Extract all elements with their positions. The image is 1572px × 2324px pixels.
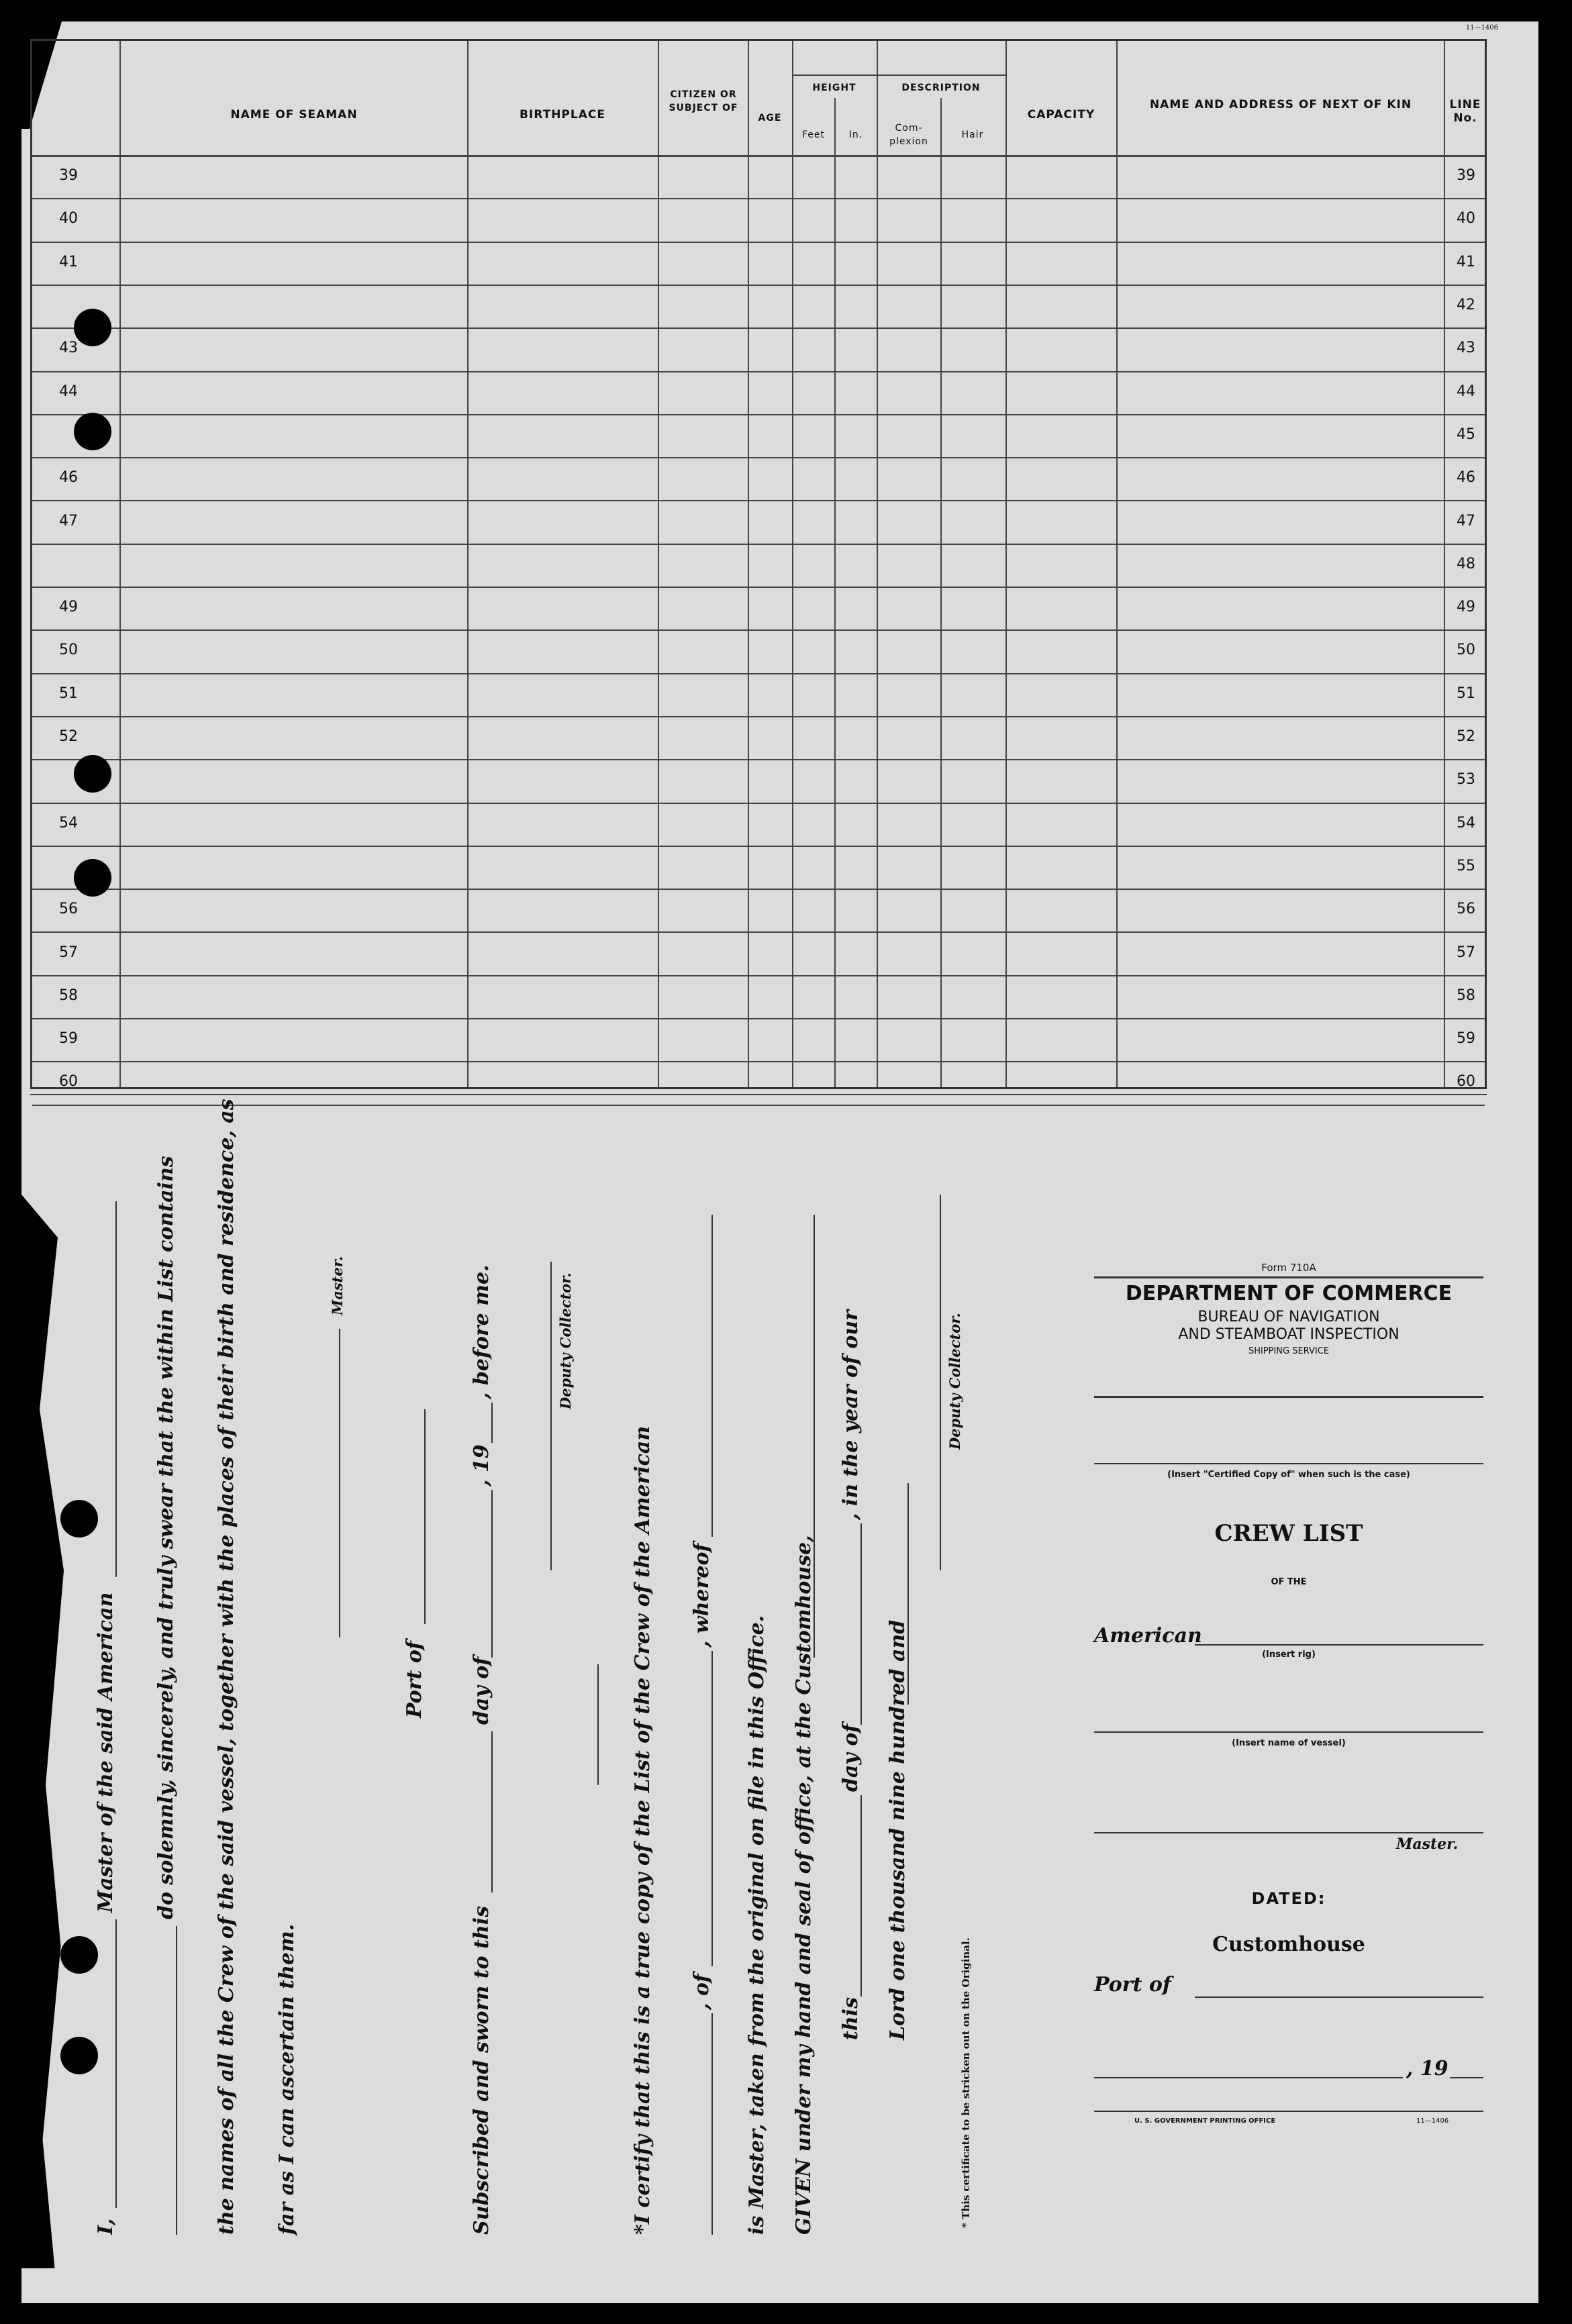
table-row: [32, 931, 1485, 933]
row-number-right: 49: [1457, 599, 1475, 616]
table-row: [32, 544, 1485, 545]
table-row: [32, 716, 1485, 717]
row-number-left: 41: [59, 253, 78, 270]
of-label: , of: [690, 1974, 714, 2010]
table-row: [32, 327, 1485, 329]
header-description: DESCRIPTION: [901, 83, 981, 93]
row-number-right: 44: [1457, 383, 1475, 400]
bureau-title: BUREAU OF NAVIGATION AND STEAMBOAT INSPECTION: [1178, 1309, 1399, 1343]
row-number-right: 43: [1457, 340, 1475, 357]
this-label: this: [839, 1997, 863, 2040]
cover-master-label: Master.: [1396, 1835, 1459, 1853]
crew-list-cover: [1087, 1262, 1490, 2241]
row-number-left: 50: [59, 642, 78, 659]
header-inches: In.: [848, 130, 863, 140]
oath-line-1: I,: [94, 2218, 117, 2235]
customhouse-label: Customhouse: [1212, 1933, 1365, 1956]
table-row: [32, 889, 1485, 890]
row-number-left: 40: [59, 210, 78, 228]
header-hair: Hair: [961, 130, 984, 140]
header-citizen: CITIZEN OR SUBJECT OF: [669, 89, 738, 113]
day-of-label: day of: [470, 1656, 493, 1725]
row-number-left: 59: [59, 1030, 78, 1048]
table-row: [32, 629, 1485, 631]
port-of-label: Port of: [403, 1641, 426, 1718]
row-number-right: 59: [1457, 1030, 1475, 1048]
of-the-label: OF THE: [1271, 1577, 1307, 1587]
header-line-no: LINE No.: [1449, 98, 1481, 125]
punch-hole: [74, 755, 111, 793]
form-number: Form 710A: [1261, 1262, 1316, 1274]
row-number-left: 47: [59, 512, 78, 529]
punch-hole: [74, 413, 111, 450]
row-number-right: 41: [1457, 253, 1475, 270]
row-number-left: 52: [59, 728, 78, 746]
certificate-footnote: * This certificate to be stricken out on the Original.: [960, 1937, 972, 2228]
certify-line: *I certify that this is a true copy of the List of the Crew of the American: [631, 1425, 654, 2235]
table-row: [32, 1061, 1485, 1062]
table-row: [32, 803, 1485, 804]
row-number-left: 56: [59, 901, 78, 918]
given-line: GIVEN under my hand and seal of office, at the Customhouse,: [792, 1535, 816, 2235]
row-number-right: 52: [1457, 728, 1475, 746]
row-number-right: 42: [1457, 297, 1475, 314]
row-number-right: 46: [1457, 469, 1475, 487]
row-number-left: 44: [59, 383, 78, 400]
table-row: [32, 198, 1485, 199]
gpo-imprint: U. S. GOVERNMENT PRINTING OFFICE: [1134, 2117, 1276, 2125]
punch-hole: [60, 1936, 98, 1974]
row-number-left: 39: [59, 167, 78, 185]
row-number-right: 47: [1457, 512, 1475, 529]
table-row: [32, 285, 1485, 286]
header-next-of-kin: NAME AND ADDRESS OF NEXT OF KIN: [1149, 98, 1412, 111]
dated-label: DATED:: [1251, 1889, 1326, 1908]
header-height: HEIGHT: [812, 83, 856, 93]
crew-table: [30, 39, 1487, 1089]
row-number-right: 45: [1457, 425, 1475, 443]
oath-line-3: the names of all the Crew of the said vessel, together with the places of their birth and residence, as: [215, 1099, 238, 2235]
header-complexion: Com-plexion: [889, 123, 928, 147]
row-number-left: 51: [59, 685, 78, 702]
subscribed-sworn: Subscribed and sworn to this: [470, 1905, 493, 2235]
row-number-right: 58: [1457, 987, 1475, 1004]
table-row: [32, 1105, 1485, 1106]
table-row: [32, 414, 1485, 415]
punch-hole: [74, 309, 111, 346]
punch-hole: [60, 1500, 98, 1537]
form-code: 11—1406: [1465, 24, 1498, 32]
table-row: [32, 846, 1485, 847]
oath-line-4: far as I can ascertain them.: [275, 1923, 299, 2235]
table-row: [32, 242, 1485, 243]
department-title: DEPARTMENT OF COMMERCE: [1125, 1282, 1453, 1305]
row-number-left: 60: [59, 1073, 78, 1091]
row-number-right: 40: [1457, 210, 1475, 228]
punch-hole: [60, 2037, 98, 2074]
row-number-right: 39: [1457, 167, 1475, 185]
cover-form-code: 11—1406: [1416, 2117, 1449, 2125]
table-row: [32, 500, 1485, 501]
american-label: American: [1094, 1624, 1202, 1648]
table-row: [32, 759, 1485, 760]
lord-line: Lord one thousand nine hundred and: [886, 1619, 910, 2040]
oath-line-2: do solemnly, sincerely, and truly swear that the within List contains: [154, 1156, 178, 1919]
table-row: [32, 371, 1485, 372]
row-number-right: 60: [1457, 1073, 1475, 1091]
row-number-right: 50: [1457, 642, 1475, 659]
cover-port-of: Port of: [1094, 1973, 1171, 1997]
oath-certificate: [74, 1099, 993, 2241]
deputy-collector-1: Deputy Collector.: [557, 1272, 574, 1409]
shipping-service: SHIPPING SERVICE: [1248, 1346, 1330, 1356]
is-master-line: is Master, taken from the original on file in this Office.: [745, 1615, 769, 2235]
header-age: AGE: [758, 113, 782, 123]
year-19-label: , 19: [470, 1444, 493, 1486]
row-number-left: 54: [59, 814, 78, 831]
header-birthplace: BIRTHPLACE: [520, 108, 605, 121]
table-row: [32, 1018, 1485, 1019]
row-number-right: 54: [1457, 814, 1475, 831]
table-row: [32, 975, 1485, 976]
header-capacity: CAPACITY: [1027, 108, 1095, 121]
row-number-left: 43: [59, 340, 78, 357]
table-row: [32, 457, 1485, 458]
row-number-right: 57: [1457, 944, 1475, 961]
table-row: [32, 587, 1485, 588]
master-signature-label: Master.: [329, 1256, 346, 1315]
day-of-label-2: day of: [839, 1723, 863, 1792]
row-number-left: 46: [59, 469, 78, 487]
header-feet: Feet: [801, 130, 825, 140]
table-bottom-rule: [30, 1094, 1487, 1095]
row-number-right: 55: [1457, 857, 1475, 874]
header-name-of-seaman: NAME OF SEAMAN: [230, 108, 358, 121]
whereof-label: , whereof: [690, 1543, 714, 1648]
row-number-left: 49: [59, 599, 78, 616]
insert-certified-note: (Insert "Certified Copy of" when such is the case): [1167, 1470, 1410, 1480]
before-me-label: , before me.: [470, 1264, 493, 1399]
row-number-left: 58: [59, 987, 78, 1004]
year-of-our-label: , in the year of our: [839, 1310, 863, 1520]
row-number-right: 56: [1457, 901, 1475, 918]
cover-year-19: , 19: [1406, 2057, 1448, 2080]
row-number-right: 51: [1457, 685, 1475, 702]
row-number-right: 53: [1457, 771, 1475, 789]
oath-master-of: Master of the said American: [94, 1592, 117, 1913]
deputy-collector-2: Deputy Collector.: [946, 1313, 963, 1450]
crew-list-title: CREW LIST: [1214, 1520, 1363, 1547]
row-number-left: 57: [59, 944, 78, 961]
row-number-right: 48: [1457, 555, 1475, 572]
table-row: [32, 673, 1485, 674]
insert-vessel-note: (Insert name of vessel): [1232, 1738, 1346, 1748]
punch-hole: [74, 859, 111, 897]
insert-rig-note: (Insert rig): [1262, 1650, 1316, 1660]
